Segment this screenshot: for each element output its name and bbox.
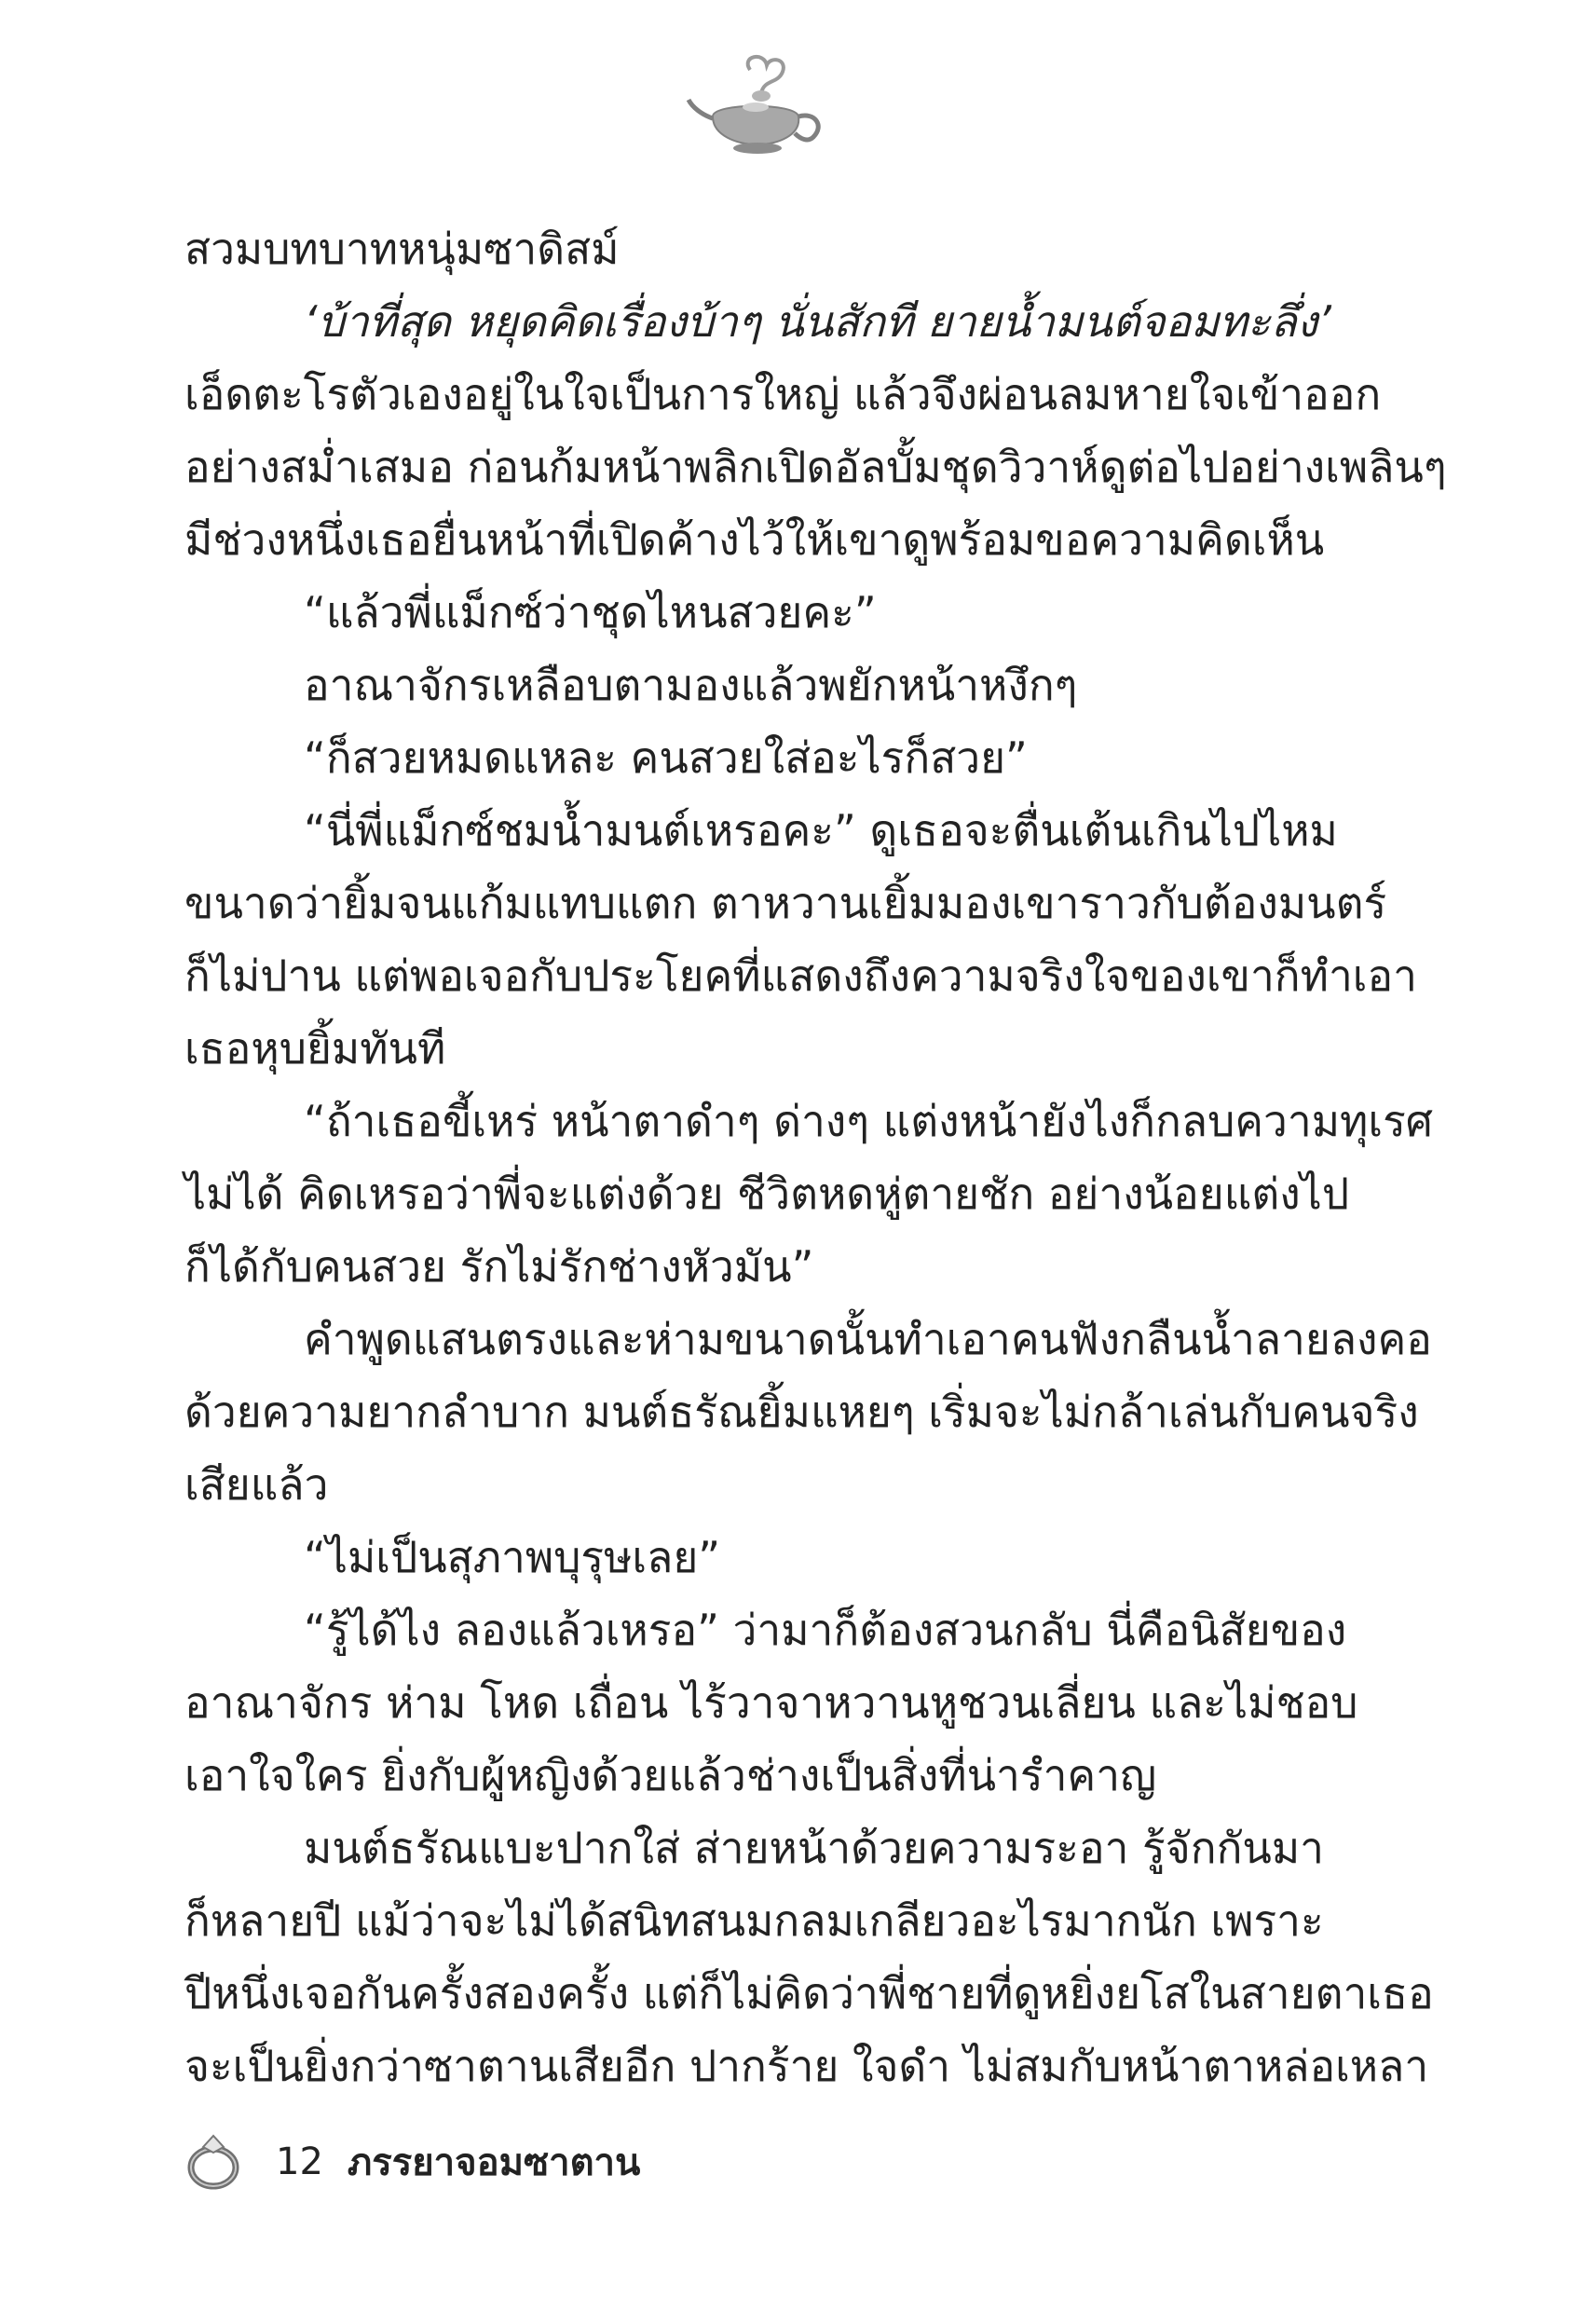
- text-line: เสียแล้ว: [184, 1459, 329, 1510]
- body-text: [184, 212, 1447, 2102]
- text-line: เธอหุบยิ้มทันที: [184, 1023, 446, 1073]
- book-title: ภรรยาจอมซาตาน: [347, 2141, 641, 2184]
- text-line: ไม่ได้ คิดเหรอว่าพี่จะแต่งด้วย ชีวิตหดหู่ตายชัก อย่างน้อยแต่งไป: [184, 1169, 1350, 1219]
- text-line: จะเป็นยิ่งกว่าซาตานเสียอีก ปากร้าย ใจดำ ไม่สมกับหน้าตาหล่อเหลา: [184, 2041, 1429, 2091]
- magic-lamp-genie-icon: [685, 51, 834, 163]
- page-number: 12: [276, 2140, 323, 2183]
- text-line: มนต์ธรัณแบะปากใส่ ส่ายหน้าด้วยความระอา รู้จักกันมา: [304, 1823, 1325, 1873]
- text-line: ด้วยความยากลำบาก มนต์ธรัณยิ้มแหยๆ เริ่มจะไม่กล้าเล่นกับคนจริง: [184, 1387, 1419, 1437]
- text-line: สวมบทบาทหนุ่มซาดิสม์: [184, 224, 620, 274]
- text-line: “แล้วพี่แม็กซ์ว่าชุดไหนสวยคะ”: [304, 587, 877, 637]
- text-line: มีช่วงหนึ่งเธอยื่นหน้าที่เปิดค้างไว้ให้เขาดูพร้อมขอความคิดเห็น: [184, 514, 1325, 565]
- text-line: เอาใจใคร ยิ่งกับผู้หญิงด้วยแล้วช่างเป็นสิ่งที่น่ารำคาญ: [184, 1750, 1157, 1800]
- text-line: ก็ไม่ปาน แต่พอเจอกับประโยคที่แสดงถึงความจริงใจของเขาก็ทำเอา: [184, 950, 1417, 1001]
- text-line: ‘บ้าที่สุด หยุดคิดเรื่องบ้าๆ นั่นสักที ยายน้ำมนต์จอมทะลึ่ง’: [304, 296, 1331, 347]
- text-line: ปีหนึ่งเจอกันครั้งสองครั้ง แต่ก็ไม่คิดว่าพี่ชายที่ดูหยิ่งยโสในสายตาเธอ: [184, 1968, 1434, 2018]
- ring-icon: [184, 2134, 242, 2190]
- text-line: อย่างสม่ำเสมอ ก่อนก้มหน้าพลิกเปิดอัลบั้มชุดวิวาห์ดูต่อไปอย่างเพลินๆ: [184, 442, 1447, 492]
- text-line: “นี่พี่แม็กซ์ชมน้ำมนต์เหรอคะ” ดูเธอจะตื่นเต้นเกินไปไหม: [304, 805, 1338, 855]
- text-line: “รู้ได้ไง ลองแล้วเหรอ” ว่ามาก็ต้องสวนกลับ นี่คือนิสัยของ: [304, 1605, 1347, 1655]
- text-line: อาณาจักร ห่าม โหด เถื่อน ไร้วาจาหวานหูชวนเลี่ยน และไม่ชอบ: [184, 1677, 1358, 1728]
- page-footer: [184, 2134, 640, 2190]
- text-line: “ก็สวยหมดแหละ คนสวยใส่อะไรก็สวย”: [304, 732, 1028, 783]
- text-line: “ถ้าเธอขี้เหร่ หน้าตาดำๆ ด่างๆ แต่งหน้ายังไงก็กลบความทุเรศ: [304, 1096, 1433, 1146]
- text-line: อาณาจักรเหลือบตามองแล้วพยักหน้าหงึกๆ: [304, 660, 1078, 710]
- text-line: ก็หลายปี แม้ว่าจะไม่ได้สนิทสนมกลมเกลียวอะไรมากนัก เพราะ: [184, 1895, 1324, 1946]
- text-line: “ไม่เป็นสุภาพบุรุษเลย”: [304, 1532, 721, 1582]
- text-line: คำพูดแสนตรงและห่ามขนาดนั้นทำเอาคนฟังกลืนน้ำลายลงคอ: [304, 1314, 1432, 1364]
- text-line: ขนาดว่ายิ้มจนแก้มแทบแตก ตาหวานเยิ้มมองเขาราวกับต้องมนตร์: [184, 878, 1387, 928]
- text-line: ก็ได้กับคนสวย รักไม่รักช่างหัวมัน”: [184, 1241, 814, 1292]
- text-line: เอ็ดตะโรตัวเองอยู่ในใจเป็นการใหญ่ แล้วจึงผ่อนลมหายใจเข้าออก: [184, 369, 1382, 419]
